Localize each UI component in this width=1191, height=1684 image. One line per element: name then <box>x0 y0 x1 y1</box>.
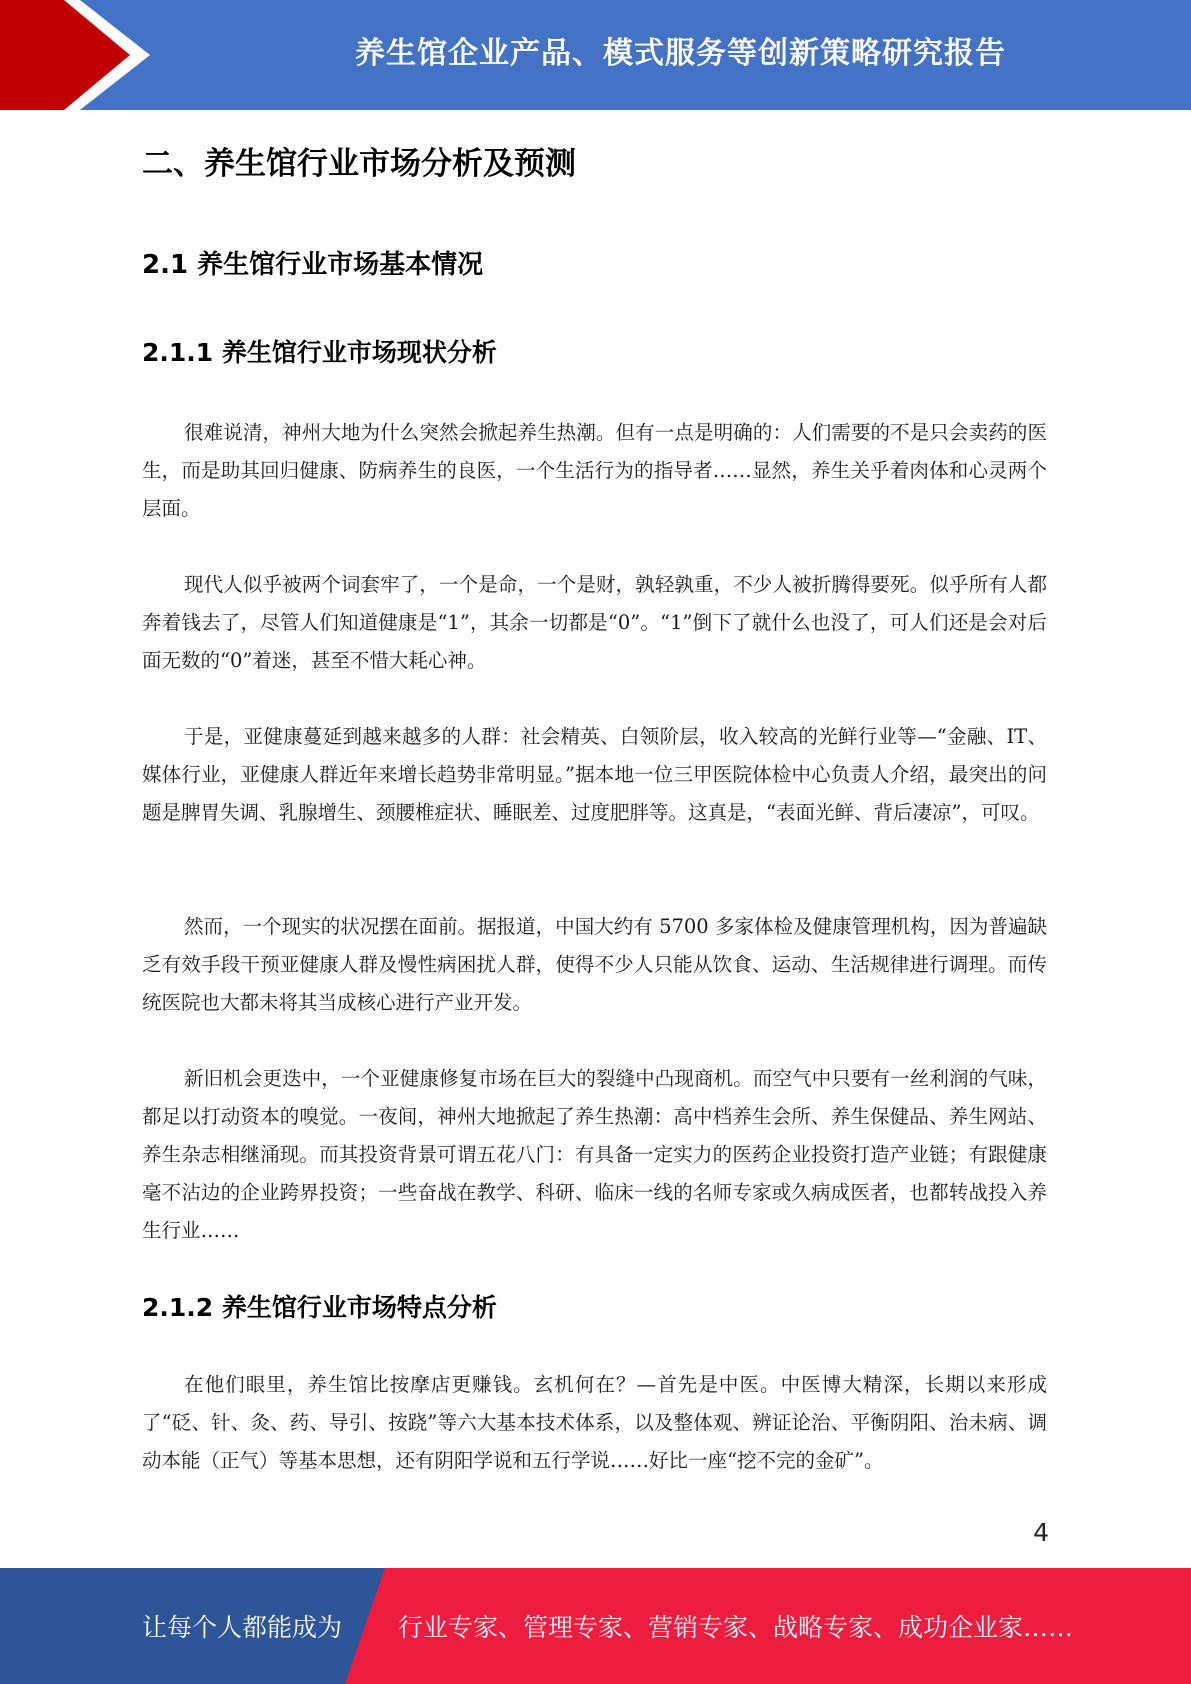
paragraph: 现代人似乎被两个词套牢了，一个是命，一个是财，孰轻孰重，不少人被折腾得要死。似乎所有人都奔着钱去了，尽管人们知道健康是“1”，其余一切都是“0”。“1”倒下了就什么也没了，可人们还是会对后面无数的“0”着迷，甚至不惜大耗心神。 <box>142 573 1047 672</box>
paragraph: 新旧机会更迭中，一个亚健康修复市场在巨大的裂缝中凸现商机。而空气中只要有一丝利润的气味，都足以打动资本的嗅觉。一夜间，神州大地掀起了养生热潮：高中档养生会所、养生保健品、养生网站、养生杂志相继涌现。而其投资背景可谓五花八门：有具备一定实力的医药企业投资打造产业链；有跟健康毫不沾边的企业跨界投资；一些奋战在教学、科研、临床一线的名师专家或久病成医者，也都转战投入养生行业…… <box>142 1067 1047 1242</box>
report-title: 养生馆企业产品、模式服务等创新策略研究报告 <box>355 36 1006 71</box>
subsection-heading-2: 2.1.2 养生馆行业市场特点分析 <box>142 1293 497 1322</box>
page-number: 4 <box>1033 1518 1049 1547</box>
section-heading: 2.1 养生馆行业市场基本情况 <box>142 250 484 280</box>
subsection-heading-1: 2.1.1 养生馆行业市场现状分析 <box>142 338 497 367</box>
footer-slogan-left: 让每个人都能成为 <box>142 1613 343 1642</box>
paragraph: 然而，一个现实的状况摆在面前。据报道，中国大约有 5700 多家体检及健康管理机构，因为普遍缺乏有效手段干预亚健康人群及慢性病困扰人群，使得不少人只能从饮食、运动、生活规律进行调理。而传统医院也大都未将其当成核心进行产业开发。 <box>142 915 1047 1014</box>
chapter-heading: 二、养生馆行业市场分析及预测 <box>142 146 576 182</box>
paragraph: 很难说清，神州大地为什么突然会掀起养生热潮。但有一点是明确的：人们需要的不是只会卖药的医生，而是助其回归健康、防病养生的良医，一个生活行为的指导者……显然，养生关乎着肉体和心灵两个层面。 <box>142 421 1047 520</box>
paragraph: 于是，亚健康蔓延到越来越多的人群：社会精英、白领阶层，收入较高的光鲜行业等—“金融、IT、媒体行业，亚健康人群近年来增长趋势非常明显。”据本地一位三甲医院体检中心负责人介绍，最突出的问题是脾胃失调、乳腺增生、颈腰椎症状、睡眠差、过度肥胖等。这真是，“表面光鲜、背后凄凉”，可叹。 <box>142 725 1047 824</box>
header-chevron-decoration <box>0 0 150 110</box>
paragraph: 在他们眼里，养生馆比按摩店更赚钱。玄机何在？—首先是中医。中医博大精深，长期以来形成了“砭、针、灸、药、导引、按跷”等六大基本技术体系，以及整体观、辨证论治、平衡阴阳、治未病、调动本能（正气）等基本思想，还有阴阳学说和五行学说……好比一座“挖不完的金矿”。 <box>142 1373 1047 1472</box>
footer-slogan-right: 行业专家、管理专家、营销专家、战略专家、成功企业家…… <box>398 1613 1074 1642</box>
footer-band <box>0 1568 1191 1684</box>
header-band <box>0 0 1191 110</box>
